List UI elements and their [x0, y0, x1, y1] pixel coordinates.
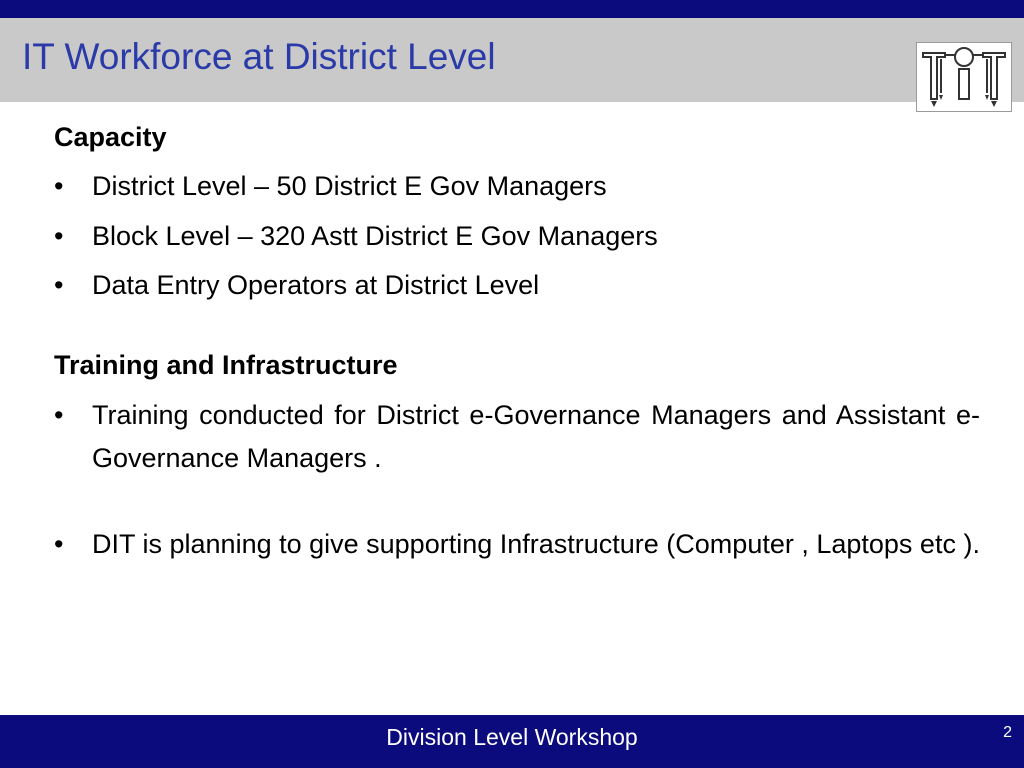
footer-text: Division Level Workshop — [386, 724, 638, 750]
bullet-text: District Level – 50 District E Gov Managers — [92, 171, 607, 201]
list-item — [54, 264, 980, 307]
bullet-text: Data Entry Operators at District Level — [92, 270, 540, 300]
institute-logo-icon — [917, 43, 1011, 111]
section-heading-training: Training and Infrastructure — [54, 350, 398, 380]
slide-title: IT Workforce at District Level — [22, 36, 496, 77]
bullet-text: Block Level – 320 Astt District E Gov Managers — [92, 221, 658, 251]
list-item — [54, 215, 980, 258]
top-bar — [0, 0, 1024, 18]
bullet-glyph: • — [54, 221, 64, 251]
bullet-glyph: • — [54, 171, 64, 201]
page-number: 2 — [1003, 724, 1012, 741]
section-heading-capacity: Capacity — [54, 122, 167, 152]
bullet-glyph: • — [54, 400, 64, 430]
bullet-glyph: • — [54, 270, 64, 300]
logo-box — [916, 42, 1012, 112]
bullet-text: DIT is planning to give supporting Infrastructure (Computer , Laptops etc ). — [92, 529, 980, 559]
title-band — [0, 18, 1024, 102]
bullet-glyph: • — [54, 529, 64, 559]
list-item — [54, 165, 980, 208]
bullet-text: Training conducted for District e-Governance Managers and Assistant e-Governance Managers . — [92, 400, 980, 473]
list-item — [54, 526, 980, 562]
list-item — [54, 394, 980, 480]
